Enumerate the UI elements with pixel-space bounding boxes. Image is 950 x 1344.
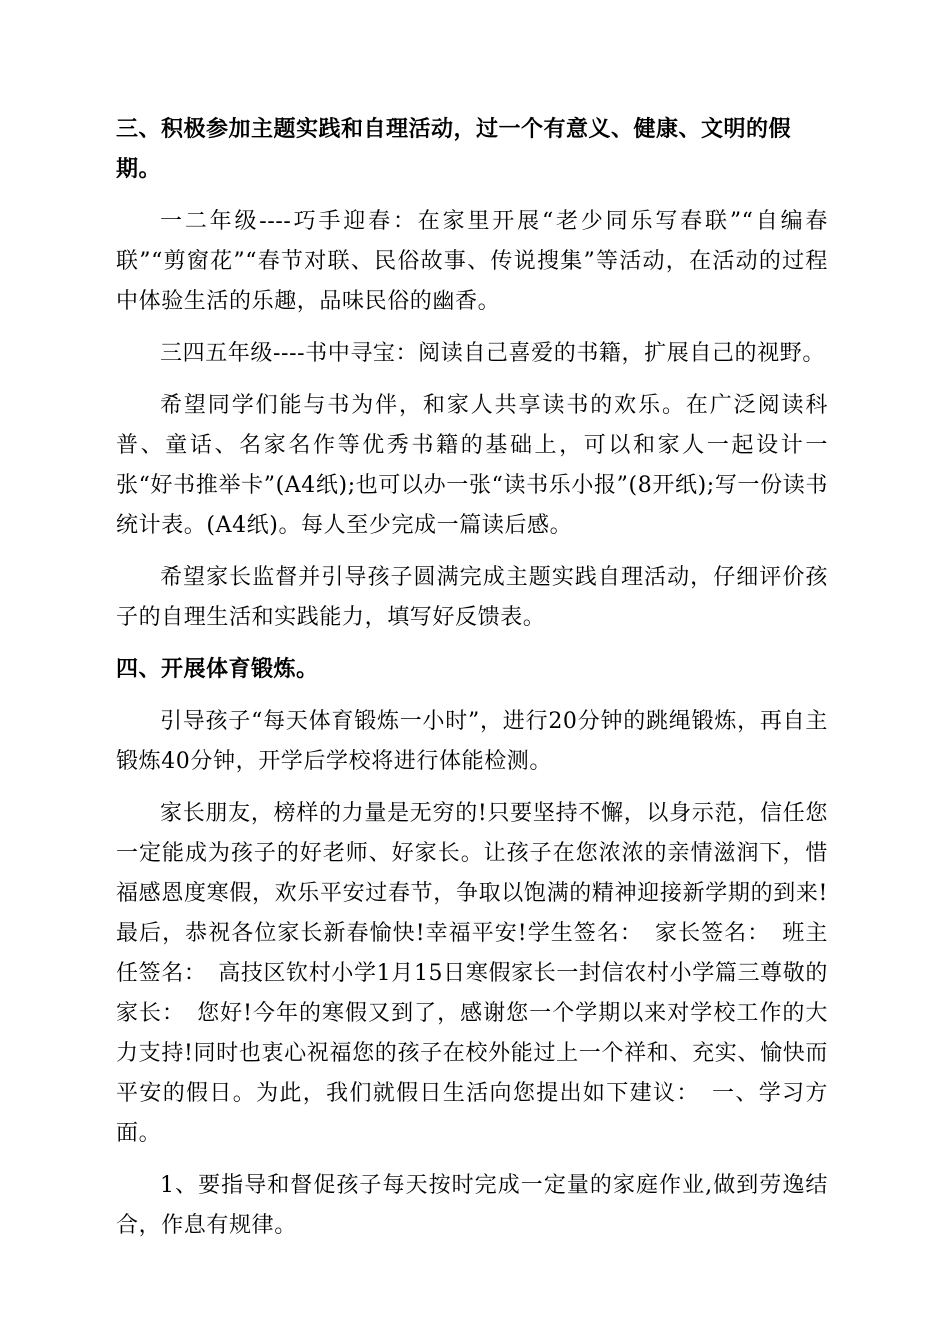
paragraph-exercise: 引导孩子“每天体育锻炼一小时”，进行20分钟的跳绳锻炼，再自主锻炼40分钟，开学后学校将进行体能检测。 <box>116 709 828 774</box>
paragraph-grade-3-5: 三四五年级----书中寻宝：阅读自己喜爱的书籍，扩展自己的视野。 <box>160 341 825 366</box>
document-body <box>116 110 828 1246</box>
paragraph-grade-1-2: 一二年级----巧手迎春：在家里开展“老少同乐写春联”“自编春联”“剪窗花”“春节对联、民俗故事、传说搜集”等活动，在活动的过程中体验生活的乐趣，品味民俗的幽香。 <box>116 209 828 314</box>
section-heading-4: 四、开展体育锻炼。 <box>116 657 319 682</box>
paragraph-reading: 希望同学们能与书为伴，和家人共享读书的欢乐。在广泛阅读科普、童话、名家名作等优秀书籍的基础上，可以和家人一起设计一张“好书推举卡”(A4纸);也可以办一张“读书乐小报”(8开纸);写一份读书统计表。(A4纸)。每人至少完成一篇读后感。 <box>116 393 828 538</box>
section-heading-3: 三、积极参加主题实践和自理活动，过一个有意义、健康、文明的假期。 <box>116 117 792 182</box>
paragraph-parent-supervision: 希望家长监督并引导孩子圆满完成主题实践自理活动，仔细评价孩子的自理生活和实践能力，填写好反馈表。 <box>116 565 828 630</box>
paragraph-homework: 1、要指导和督促孩子每天按时完成一定量的家庭作业,做到劳逸结合，作息有规律。 <box>116 1173 828 1238</box>
paragraph-closing-letter: 家长朋友，榜样的力量是无穷的!只要坚持不懈，以身示范，信任您一定能成为孩子的好老师、好家长。让孩子在您浓浓的亲情滋润下，惜福感恩度寒假，欢乐平安过春节，争取以饱满的精神迎接新学期的到来!最后，恭祝各位家长新春愉快!幸福平安!学生签名： 家长签名： 班主任签名： 高技区钦村小学1月15日寒假家长一封信农村小学篇三尊敬的家长： 您好!今年的寒假又到了，感谢您一个学期以来对学校工作的大力支持!同时也衷心祝福您的孩子在校外能过上一个祥和、充实、愉快而平安的假日。为此，我们就假日生活向您提出如下建议： 一、学习方面。 <box>116 801 828 1146</box>
